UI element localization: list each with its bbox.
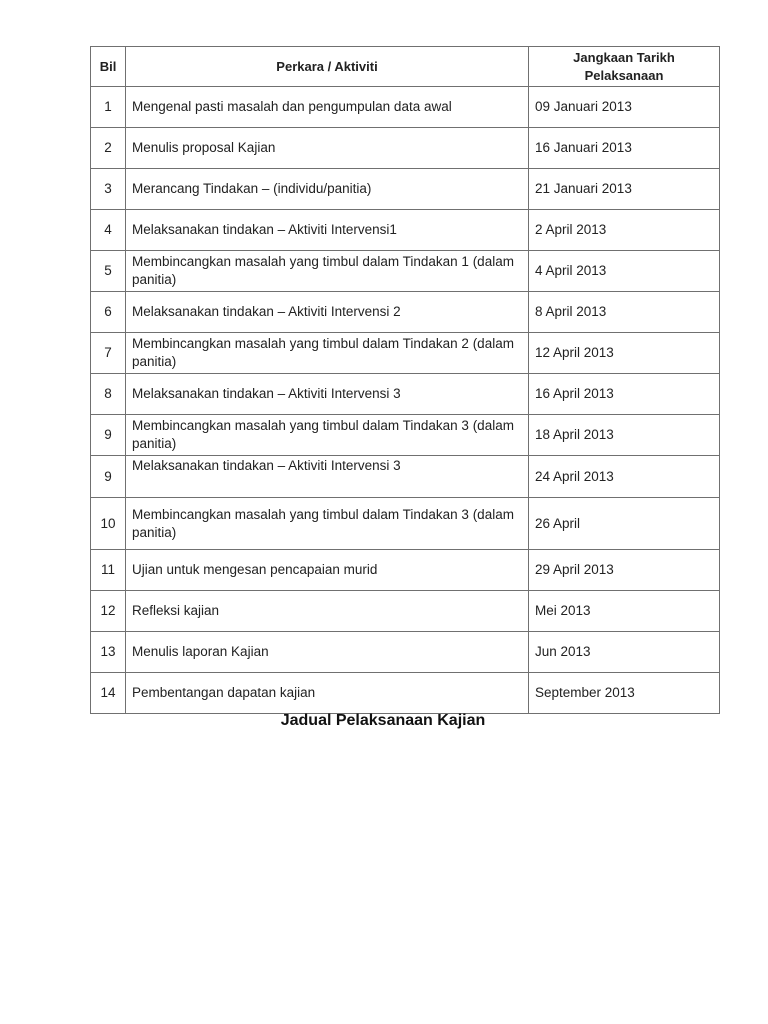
row-number: 4 — [91, 210, 126, 251]
row-date: 18 April 2013 — [529, 415, 720, 456]
row-date: 4 April 2013 — [529, 251, 720, 292]
table-caption: Jadual Pelaksanaan Kajian — [280, 712, 486, 729]
row-activity: Merancang Tindakan – (individu/panitia) — [126, 169, 529, 210]
row-activity: Membincangkan masalah yang timbul dalam Tindakan 1 (dalam panitia) — [126, 251, 529, 292]
row-number: 14 — [91, 673, 126, 714]
table-row — [91, 128, 720, 169]
table-row — [91, 169, 720, 210]
row-number: 9 — [91, 415, 126, 456]
row-activity: Mengenal pasti masalah dan pengumpulan data awal — [126, 87, 529, 128]
table-header-row — [91, 47, 720, 87]
row-number: 3 — [91, 169, 126, 210]
table-row — [91, 550, 720, 591]
row-date: 24 April 2013 — [529, 456, 720, 498]
table-row — [91, 591, 720, 632]
schedule-table — [90, 46, 720, 714]
row-date: 29 April 2013 — [529, 550, 720, 591]
row-number: 1 — [91, 87, 126, 128]
header-activity: Perkara / Aktiviti — [126, 47, 529, 87]
table-row — [91, 415, 720, 456]
table-row — [91, 87, 720, 128]
row-number: 5 — [91, 251, 126, 292]
row-date: 09 Januari 2013 — [529, 87, 720, 128]
row-number: 7 — [91, 333, 126, 374]
row-number: 6 — [91, 292, 126, 333]
row-date: Mei 2013 — [529, 591, 720, 632]
table-row — [91, 210, 720, 251]
row-date: 8 April 2013 — [529, 292, 720, 333]
row-activity: Membincangkan masalah yang timbul dalam Tindakan 3 (dalam panitia) — [126, 415, 529, 456]
row-activity: Membincangkan masalah yang timbul dalam Tindakan 2 (dalam panitia) — [126, 333, 529, 374]
row-date: 16 April 2013 — [529, 374, 720, 415]
table-row — [91, 498, 720, 550]
row-date: 21 Januari 2013 — [529, 169, 720, 210]
row-activity: Membincangkan masalah yang timbul dalam Tindakan 3 (dalam panitia) — [126, 498, 529, 550]
table-row — [91, 673, 720, 714]
row-number: 13 — [91, 632, 126, 673]
header-bil: Bil — [91, 47, 126, 87]
row-activity: Refleksi kajian — [126, 591, 529, 632]
row-number: 12 — [91, 591, 126, 632]
row-activity: Melaksanakan tindakan – Aktiviti Intervensi 3 — [126, 374, 529, 415]
row-activity: Ujian untuk mengesan pencapaian murid — [126, 550, 529, 591]
row-activity: Melaksanakan tindakan – Aktiviti Intervensi 2 — [126, 292, 529, 333]
row-activity: Pembentangan dapatan kajian — [126, 673, 529, 714]
table-row — [91, 456, 720, 498]
row-date: 16 Januari 2013 — [529, 128, 720, 169]
table-row — [91, 333, 720, 374]
row-number: 8 — [91, 374, 126, 415]
row-number: 11 — [91, 550, 126, 591]
row-number: 9 — [91, 456, 126, 498]
row-date: Jun 2013 — [529, 632, 720, 673]
row-date: 2 April 2013 — [529, 210, 720, 251]
row-date: 12 April 2013 — [529, 333, 720, 374]
row-activity: Melaksanakan tindakan – Aktiviti Intervensi1 — [126, 210, 529, 251]
row-number: 2 — [91, 128, 126, 169]
row-activity: Melaksanakan tindakan – Aktiviti Intervensi 3 — [126, 456, 529, 498]
table-row — [91, 251, 720, 292]
table-row — [91, 292, 720, 333]
header-date: Jangkaan Tarikh Pelaksanaan — [529, 47, 720, 87]
table-row — [91, 374, 720, 415]
row-activity: Menulis proposal Kajian — [126, 128, 529, 169]
row-activity: Menulis laporan Kajian — [126, 632, 529, 673]
table-row — [91, 632, 720, 673]
row-number: 10 — [91, 498, 126, 550]
row-date: 26 April — [529, 498, 720, 550]
row-date: September 2013 — [529, 673, 720, 714]
